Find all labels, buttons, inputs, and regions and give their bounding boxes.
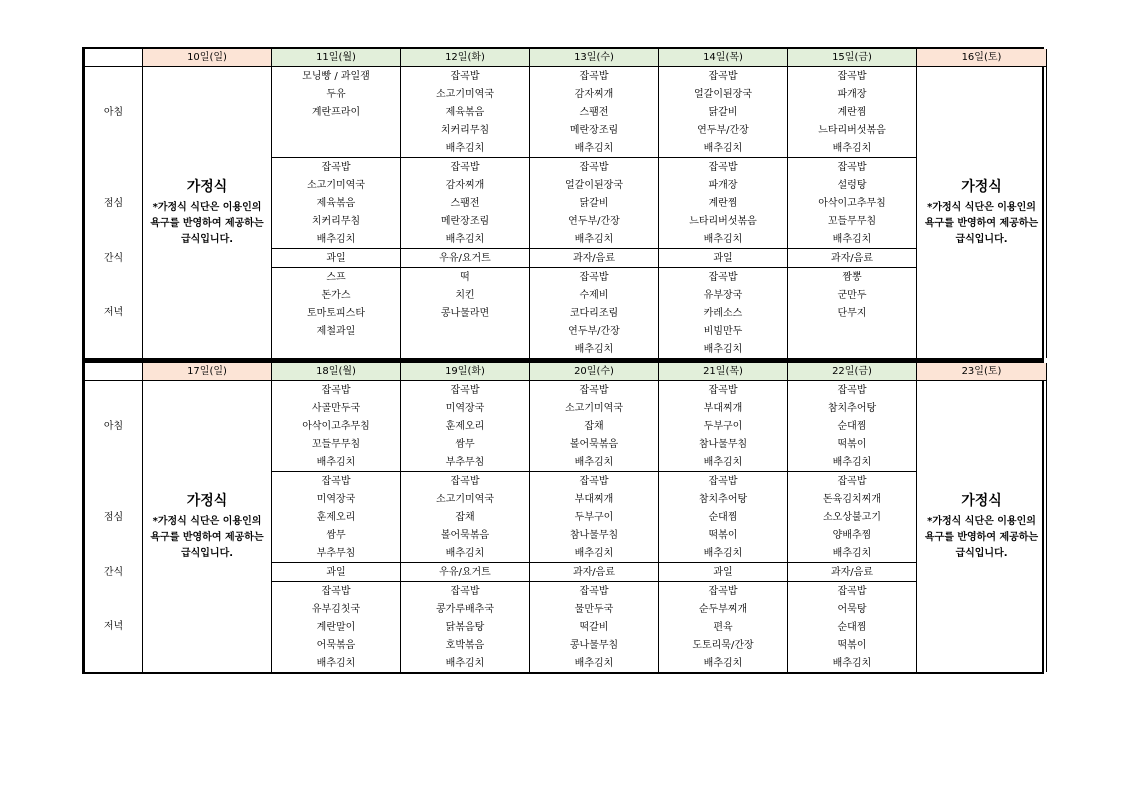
menu-item: 잡곡밥 xyxy=(530,582,659,601)
menu-item: 잡곡밥 xyxy=(659,381,788,400)
menu-item: 잡곡밥 xyxy=(530,381,659,400)
menu-item: 배추김치 xyxy=(272,230,401,249)
menu-item: 콩가루배추국 xyxy=(401,600,530,618)
meal-label: 간식 xyxy=(85,563,143,582)
menu-item: 모닝빵 / 과일잼 xyxy=(272,67,401,86)
menu-item: 미역장국 xyxy=(272,490,401,508)
home-meal-cell-sunday xyxy=(143,67,272,359)
meal-plan-sheet xyxy=(82,47,1044,674)
menu-item: 떡볶이 xyxy=(659,526,788,544)
menu-item: 순대찜 xyxy=(788,618,917,636)
home-meal-title: 가정식 xyxy=(961,493,1002,509)
menu-item: 소고기미역국 xyxy=(272,176,401,194)
menu-item: 배추김치 xyxy=(530,544,659,563)
date-header-row xyxy=(85,49,1047,67)
menu-item: 제육볶음 xyxy=(272,194,401,212)
menu-item: 아삭이고추무침 xyxy=(788,194,917,212)
menu-item: 돈가스 xyxy=(272,286,401,304)
header-corner xyxy=(85,363,143,381)
day-header: 20일(수) xyxy=(530,363,659,381)
menu-item: 참나물무침 xyxy=(659,435,788,453)
day-header: 16일(토) xyxy=(917,49,1047,67)
menu-item: 양배추찜 xyxy=(788,526,917,544)
menu-item: 계란찜 xyxy=(788,103,917,121)
menu-item: 단무지 xyxy=(788,304,917,322)
menu-item: 배추김치 xyxy=(530,230,659,249)
menu-item: 사골만두국 xyxy=(272,399,401,417)
menu-item: 잡곡밥 xyxy=(659,67,788,86)
menu-item: 순대찜 xyxy=(788,417,917,435)
menu-item: 배추김치 xyxy=(530,654,659,672)
menu-item: 잡채 xyxy=(530,417,659,435)
menu-item: 부추무침 xyxy=(272,544,401,563)
menu-item: 과자/음료 xyxy=(530,563,659,582)
menu-item: 배추김치 xyxy=(272,453,401,472)
menu-item xyxy=(788,340,917,358)
menu-row xyxy=(85,381,1047,400)
menu-item: 두부구이 xyxy=(659,417,788,435)
menu-item: 잡곡밥 xyxy=(659,582,788,601)
day-header: 11일(월) xyxy=(272,49,401,67)
menu-item: 볼어묵볶음 xyxy=(401,526,530,544)
menu-item: 미역장국 xyxy=(401,399,530,417)
menu-item: 잡곡밥 xyxy=(659,472,788,491)
menu-item: 배추김치 xyxy=(788,230,917,249)
menu-item: 배추김치 xyxy=(659,654,788,672)
date-header-row xyxy=(85,363,1047,381)
menu-item: 과자/음료 xyxy=(788,249,917,268)
menu-item: 닭갈비 xyxy=(530,194,659,212)
menu-item: 카레소스 xyxy=(659,304,788,322)
menu-item: 쌈무 xyxy=(401,435,530,453)
home-meal-cell-saturday xyxy=(917,381,1047,673)
menu-item: 잡곡밥 xyxy=(788,381,917,400)
menu-item: 우유/요거트 xyxy=(401,249,530,268)
menu-row xyxy=(85,67,1047,86)
menu-item: 잡곡밥 xyxy=(530,268,659,287)
menu-item xyxy=(272,139,401,158)
menu-item: 참치추어탕 xyxy=(788,399,917,417)
menu-item: 순대찜 xyxy=(659,508,788,526)
day-header: 12일(화) xyxy=(401,49,530,67)
menu-item: 배추김치 xyxy=(788,654,917,672)
menu-item: 잡채 xyxy=(401,508,530,526)
day-header: 10일(일) xyxy=(143,49,272,67)
menu-item: 배추김치 xyxy=(401,139,530,158)
menu-item: 연두부/간장 xyxy=(659,121,788,139)
menu-item: 메란장조림 xyxy=(401,212,530,230)
menu-item: 코다리조림 xyxy=(530,304,659,322)
home-meal-note: *가정식 식단은 이용인의 욕구를 반영하여 제공하는 급식입니다. xyxy=(150,202,264,245)
menu-item: 메란장조림 xyxy=(530,121,659,139)
menu-item: 짬뽕 xyxy=(788,268,917,287)
menu-item: 콩나물무침 xyxy=(530,636,659,654)
menu-item: 잡곡밥 xyxy=(788,67,917,86)
menu-item: 잡곡밥 xyxy=(788,472,917,491)
menu-item: 잡곡밥 xyxy=(272,582,401,601)
meal-label: 저녁 xyxy=(85,582,143,673)
home-meal-cell-saturday xyxy=(917,67,1047,359)
day-header: 23일(토) xyxy=(917,363,1047,381)
menu-item: 과자/음료 xyxy=(530,249,659,268)
menu-item: 과일 xyxy=(272,249,401,268)
menu-item: 잡곡밥 xyxy=(401,381,530,400)
day-header: 13일(수) xyxy=(530,49,659,67)
menu-item: 배추김치 xyxy=(272,654,401,672)
day-header: 18일(월) xyxy=(272,363,401,381)
menu-item: 치커리무침 xyxy=(272,212,401,230)
menu-item: 두유 xyxy=(272,85,401,103)
menu-item: 얼갈이된장국 xyxy=(659,85,788,103)
menu-item: 제육볶음 xyxy=(401,103,530,121)
menu-item: 떡갈비 xyxy=(530,618,659,636)
menu-item: 스팸전 xyxy=(401,194,530,212)
menu-item: 유부김칫국 xyxy=(272,600,401,618)
menu-item: 계란말이 xyxy=(272,618,401,636)
menu-item: 소오상불고기 xyxy=(788,508,917,526)
menu-item: 과일 xyxy=(659,563,788,582)
menu-item: 감자찌개 xyxy=(401,176,530,194)
menu-item: 배추김치 xyxy=(401,654,530,672)
menu-item: 잡곡밥 xyxy=(272,158,401,177)
menu-item: 닭갈비 xyxy=(659,103,788,121)
menu-item: 볼어묵볶음 xyxy=(530,435,659,453)
day-header: 14일(목) xyxy=(659,49,788,67)
menu-item: 잡곡밥 xyxy=(401,67,530,86)
menu-item xyxy=(272,121,401,139)
menu-item xyxy=(401,340,530,358)
menu-item: 어묵탕 xyxy=(788,600,917,618)
menu-item: 배추김치 xyxy=(788,544,917,563)
menu-item: 과자/음료 xyxy=(788,563,917,582)
menu-item: 두부구이 xyxy=(530,508,659,526)
menu-item: 잡곡밥 xyxy=(401,158,530,177)
menu-item: 소고기미역국 xyxy=(401,85,530,103)
menu-item: 어묵볶음 xyxy=(272,636,401,654)
menu-item: 콩나물라면 xyxy=(401,304,530,322)
menu-item: 떡 xyxy=(401,268,530,287)
day-header: 22일(금) xyxy=(788,363,917,381)
menu-item: 얼갈이된장국 xyxy=(530,176,659,194)
menu-item: 쌈무 xyxy=(272,526,401,544)
menu-item: 배추김치 xyxy=(530,139,659,158)
menu-item: 편육 xyxy=(659,618,788,636)
menu-item: 떡볶이 xyxy=(788,636,917,654)
menu-item: 제철과일 xyxy=(272,322,401,340)
menu-item: 배추김치 xyxy=(659,230,788,249)
menu-item: 치킨 xyxy=(401,286,530,304)
menu-item: 잡곡밥 xyxy=(401,582,530,601)
menu-item: 배추김치 xyxy=(401,230,530,249)
menu-item xyxy=(272,340,401,358)
menu-item: 잡곡밥 xyxy=(659,158,788,177)
menu-item: 연두부/간장 xyxy=(530,212,659,230)
home-meal-note: *가정식 식단은 이용인의 욕구를 반영하여 제공하는 급식입니다. xyxy=(924,202,1039,245)
menu-item: 꼬들무무침 xyxy=(788,212,917,230)
menu-item: 떡볶이 xyxy=(788,435,917,453)
menu-item: 배추김치 xyxy=(788,139,917,158)
menu-item: 배추김치 xyxy=(530,340,659,358)
header-corner xyxy=(85,49,143,67)
menu-item: 참나물무침 xyxy=(530,526,659,544)
home-meal-title: 가정식 xyxy=(186,493,228,509)
menu-item: 과일 xyxy=(659,249,788,268)
menu-item: 잡곡밥 xyxy=(272,472,401,491)
week-block xyxy=(82,360,1044,674)
menu-item: 잡곡밥 xyxy=(401,472,530,491)
menu-item: 도토리묵/간장 xyxy=(659,636,788,654)
menu-item: 잡곡밥 xyxy=(530,158,659,177)
home-meal-note: *가정식 식단은 이용인의 욕구를 반영하여 제공하는 급식입니다. xyxy=(924,516,1039,559)
menu-item: 수제비 xyxy=(530,286,659,304)
menu-item: 아삭이고추무침 xyxy=(272,417,401,435)
menu-item: 소고기미역국 xyxy=(401,490,530,508)
menu-item: 소고기미역국 xyxy=(530,399,659,417)
meal-label: 간식 xyxy=(85,249,143,268)
menu-item: 과일 xyxy=(272,563,401,582)
menu-item: 연두부/간장 xyxy=(530,322,659,340)
menu-item: 계란프라이 xyxy=(272,103,401,121)
meal-label: 저녁 xyxy=(85,268,143,359)
menu-item: 부추무침 xyxy=(401,453,530,472)
menu-item: 스프 xyxy=(272,268,401,287)
menu-item xyxy=(401,322,530,340)
menu-item: 잡곡밥 xyxy=(530,67,659,86)
menu-item: 느타리버섯볶음 xyxy=(788,121,917,139)
menu-item: 토마토피스타 xyxy=(272,304,401,322)
home-meal-note: *가정식 식단은 이용인의 욕구를 반영하여 제공하는 급식입니다. xyxy=(150,516,264,559)
day-header: 19일(화) xyxy=(401,363,530,381)
menu-item: 잡곡밥 xyxy=(272,381,401,400)
menu-item: 잡곡밥 xyxy=(659,268,788,287)
menu-item: 닭볶음탕 xyxy=(401,618,530,636)
menu-item: 비빔만두 xyxy=(659,322,788,340)
menu-item: 훈제오리 xyxy=(401,417,530,435)
menu-item: 파개장 xyxy=(788,85,917,103)
menu-item: 부대찌개 xyxy=(659,399,788,417)
menu-item: 부대찌개 xyxy=(530,490,659,508)
meal-label: 점심 xyxy=(85,472,143,563)
menu-item: 설렁탕 xyxy=(788,176,917,194)
meal-label: 아침 xyxy=(85,381,143,472)
menu-item: 유부장국 xyxy=(659,286,788,304)
menu-item: 순두부찌개 xyxy=(659,600,788,618)
menu-item: 돈육김치찌개 xyxy=(788,490,917,508)
menu-item: 계란찜 xyxy=(659,194,788,212)
weekly-menu-table xyxy=(84,49,1047,358)
menu-item xyxy=(788,322,917,340)
meal-label: 아침 xyxy=(85,67,143,158)
menu-item: 배추김치 xyxy=(788,453,917,472)
menu-item: 잡곡밥 xyxy=(788,158,917,177)
menu-item: 배추김치 xyxy=(659,139,788,158)
menu-item: 파개장 xyxy=(659,176,788,194)
menu-item: 느타리버섯볶음 xyxy=(659,212,788,230)
day-header: 21일(목) xyxy=(659,363,788,381)
menu-item: 군만두 xyxy=(788,286,917,304)
menu-item: 치커리무침 xyxy=(401,121,530,139)
menu-item: 잡곡밥 xyxy=(788,582,917,601)
menu-item: 호박볶음 xyxy=(401,636,530,654)
menu-item: 꼬들무무침 xyxy=(272,435,401,453)
menu-item: 배추김치 xyxy=(530,453,659,472)
home-meal-title: 가정식 xyxy=(961,179,1002,195)
menu-item: 물만두국 xyxy=(530,600,659,618)
menu-item: 배추김치 xyxy=(659,453,788,472)
menu-item: 스팸전 xyxy=(530,103,659,121)
weekly-menu-table xyxy=(84,363,1047,672)
week-block xyxy=(82,47,1044,360)
menu-item: 배추김치 xyxy=(659,544,788,563)
menu-item: 배추김치 xyxy=(659,340,788,358)
menu-item: 배추김치 xyxy=(401,544,530,563)
menu-item: 참치추어탕 xyxy=(659,490,788,508)
day-header: 15일(금) xyxy=(788,49,917,67)
day-header: 17일(일) xyxy=(143,363,272,381)
home-meal-title: 가정식 xyxy=(186,179,228,195)
menu-item: 감자찌개 xyxy=(530,85,659,103)
meal-label: 점심 xyxy=(85,158,143,249)
menu-item: 훈제오리 xyxy=(272,508,401,526)
menu-item: 잡곡밥 xyxy=(530,472,659,491)
home-meal-cell-sunday xyxy=(143,381,272,673)
menu-item: 우유/요거트 xyxy=(401,563,530,582)
